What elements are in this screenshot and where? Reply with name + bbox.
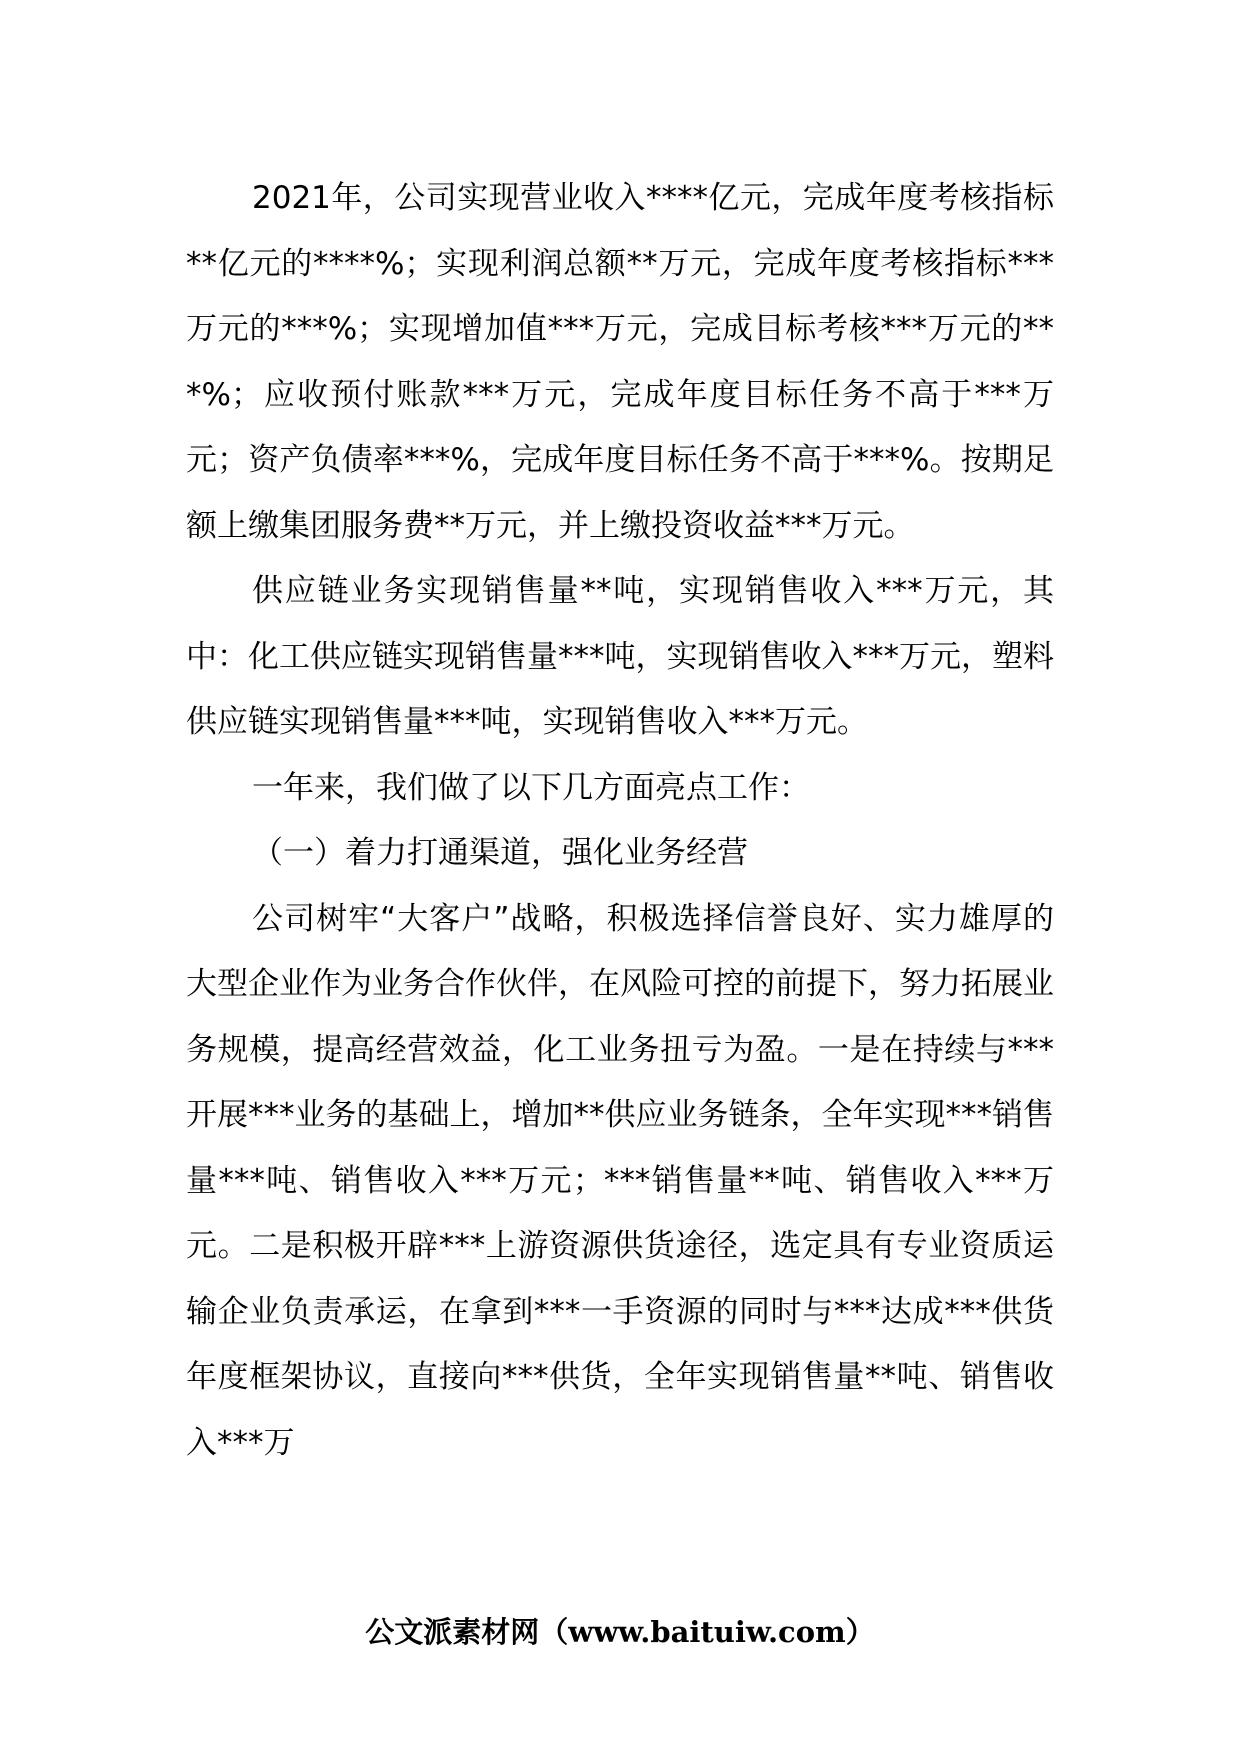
paragraph-supply-chain: 供应链业务实现销售量**吨，实现销售收入***万元，其中：化工供应链实现销售量***吨，实现销售收入***万元，塑料供应链实现销售量***吨，实现销售收入***万元。: [186, 573, 1054, 740]
paragraph-channels: 公司树牢“大客户”战略，积极选择信誉良好、实力雄厚的大型企业作为业务合作伙伴，在风险可控的前提下，努力拓展业务规模，提高经营效益，化工业务扭亏为盈。一是在持续与***开展***业务的基础上，增加**供应业务链条，全年实现***销售量***吨、销售收入***万元；***销售量**吨、销售收入***万元。二是积极开辟***上游资源供货途径，选定具有专业资质运输企业负责承运，在拿到***一手资源的同时与***达成***供货年度框架协议，直接向***供货，全年实现销售量**吨、销售收入***万: [186, 900, 1054, 1461]
paragraph-highlights-intro: 一年来，我们做了以下几方面亮点工作：: [252, 769, 810, 806]
footer-watermark: 公文派素材网（www.baituiw.com）: [365, 1615, 875, 1649]
paragraph-financial-summary: 2021年，公司实现营业收入****亿元，完成年度考核指标**亿元的****%；实现利润总额**万元，完成年度考核指标***万元的***%；实现增加值***万元，完成目标考核***万元的***%；应收预付账款***万元，完成年度目标任务不高于***万元；资产负债率***%，完成年度目标任务不高于***%。按期足额上缴集团服务费**万元，并上缴投资收益***万元。: [186, 180, 1054, 544]
section-heading: （一）着力打通渠道，强化业务经营: [252, 835, 748, 871]
document-body: [186, 166, 1054, 1476]
